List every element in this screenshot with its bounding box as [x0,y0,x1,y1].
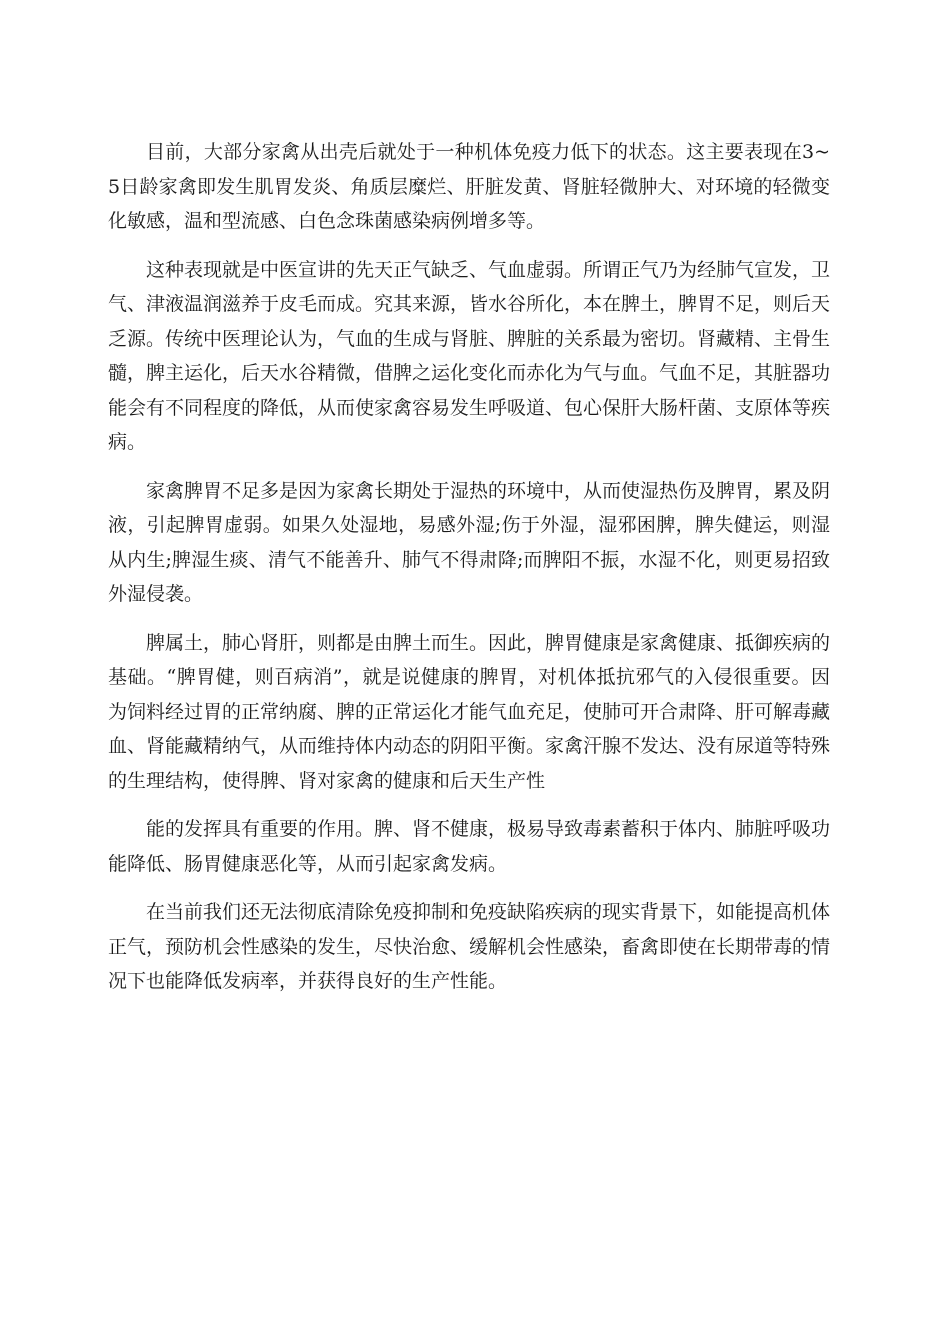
paragraph-spleen-damp-heat: 家禽脾胃不足多是因为家禽长期处于湿热的环境中，从而使湿热伤及脾胃，累及阴液，引起脾胃虚弱。如果久处湿地，易感外湿;伤于外湿，湿邪困脾，脾失健运，则湿从内生;脾湿生痰、清气不能善升、肺气不得肃降;而脾阳不振，水湿不化，则更易招致外湿侵袭。 [108,479,831,605]
document-page [108,135,830,999]
paragraph-tcm-qi-blood: 这种表现就是中医宣讲的先天正气缺乏、气血虚弱。所谓正气乃为经肺气宣发，卫气、津液温润滋养于皮毛而成。究其来源，皆水谷所化，本在脾土，脾胃不足，则后天乏源。传统中医理论认为，气血的生成与肾脏、脾脏的关系最为密切。肾藏精、主骨生髓，脾主运化，后天水谷精微，借脾之运化变化而赤化为气与血。气血不足，其脏器功能会有不同程度的降低，从而使家禽容易发生呼吸道、包心保肝大肠杆菌、支原体等疾病。 [108,258,831,453]
paragraph-immunity-intro: 目前，大部分家禽从出壳后就处于一种机体免疫力低下的状态。这主要表现在3~5日龄家禽即发生肌胃发炎、角质层糜烂、肝脏发黄、肾脏轻微肿大、对环境的轻微变化敏感，温和型流感、白色念珠菌感染病例增多等。 [108,141,830,232]
paragraph-spleen-kidney-role: 能的发挥具有重要的作用。脾、肾不健康，极易导致毒素蓄积于体内、肺脏呼吸功能降低、肠胃健康恶化等，从而引起家禽发病。 [108,818,831,875]
paragraph-spleen-foundation: 脾属土，肺心肾肝，则都是由脾土而生。因此，脾胃健康是家禽健康、抵御疾病的基础。“脾胃健，则百病消”，就是说健康的脾胃，对机体抵抗邪气的入侵很重要。因为饲料经过胃的正常纳腐、脾的正常运化才能气血充足，使肺可开合肃降、肝可解毒藏血、肾能藏精纳气，从而维持体内动态的阴阳平衡。家禽汗腺不发达、没有尿道等特殊的生理结构，使得脾、肾对家禽的健康和后天生产性 [108,631,831,792]
paragraph-conclusion: 在当前我们还无法彻底清除免疫抑制和免疫缺陷疾病的现实背景下，如能提高机体正气，预防机会性感染的发生，尽快治愈、缓解机会性感染，畜禽即使在长期带毒的情况下也能降低发病率，并获得良好的生产性能。 [108,901,831,992]
